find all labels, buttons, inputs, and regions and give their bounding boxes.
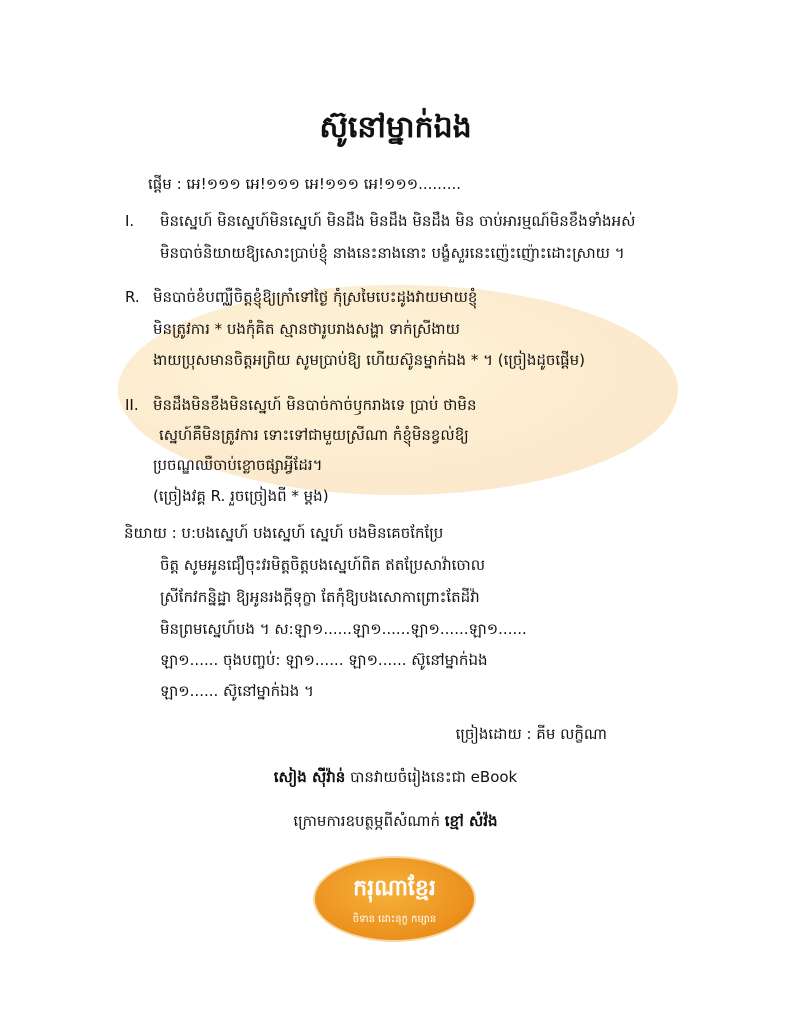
- verse2-line: ស្នេហ៍គឺមិនត្រូវការ ទោះទៅជាមួយស្រីណា កំខ្ញុំមិនខ្វល់ឱ្យ: [159, 426, 469, 444]
- refrain-line: ងាយប្រុសមានចិត្តអព្រិយ សូមប្រាប់ឱ្យ ហើយស៊ូនម្នាក់ឯង * ។ (ច្រៀងដូចផ្តើម): [153, 351, 586, 369]
- spoken-line: ឡា១...... ចុងបញ្ចប់: ឡា១...... ឡា១...... ស៊ូនៅម្នាក់ឯង: [160, 651, 488, 669]
- refrain-line: មិនត្រូវការ * បងកុំគិត ស្មានថារូបរាងសង្ហា ទាក់ស្រីងាយ: [153, 320, 460, 338]
- logo-tagline: ចិទាន ដោះនុក្ខ កម្សាន: [352, 914, 437, 925]
- karuna-khmer-logo: [313, 856, 476, 942]
- spoken-line: ស្រីកែវកន្និដ្ឋា ឱ្យអូនរងក្តីទុក្ខា តែកុំឱ្យបងសោកាព្រោះតែដីវ៉ា: [160, 588, 480, 606]
- intro-line: ផ្តើម : អេ!១១១ អេ!១១១ អេ!១១១ អេ!១១១.........: [148, 175, 462, 193]
- song-title: ស៊ូនៅម្នាក់ឯង: [319, 110, 472, 145]
- typist-name: សៀង ស៊ីវ៉ាន់: [273, 768, 346, 786]
- sponsor-text: ក្រោមការឧបត្ថម្ភពីសំណាក់: [293, 812, 445, 830]
- verse1-line: មិនបាច់និយាយឱ្យសោះប្រាប់ខ្ញុំ នាងនេះនាងនោះ បង្ខំសួរនេះញ៉េះញ៉ោះដោះស្រាយ ។: [160, 244, 625, 262]
- ebook-credit: [0, 768, 791, 790]
- verse1-marker: I.: [125, 212, 135, 230]
- spoken-prefix: និយាយ : ប:បងស្នេហ៍ បងស្នេហ៍ ស្នេហ៍ បងមិនគេចកែប្រែ: [124, 524, 444, 542]
- spoken-line: ចិត្ត សូមអូនជឿចុះវរមិត្តចិត្តបងស្នេហ៍ពិត ឥតប្រែសាវ៉ាចោល: [160, 556, 485, 574]
- refrain-line: មិនបាច់ខំបញ្ឈឺចិត្តខ្ញុំឱ្យក្រាំទៅថ្ងៃ កុំស្រមៃបេះដូងវាយមាយខ្ញុំ: [153, 288, 478, 306]
- logo-title: ករុណាខ្មែរ: [353, 876, 436, 901]
- spoken-line: ឡា១...... ស៊ូនៅម្នាក់ឯង ។: [160, 682, 314, 700]
- ebook-text: បានវាយចំរៀងនេះជា eBook: [345, 768, 518, 786]
- verse2-line: មិនដឹងមិនខឹងមិនស្នេហ៍ មិនបាច់កាច់ឫករាងទេ ប្រាប់ ថាមិន: [153, 396, 477, 414]
- refrain-marker: R.: [125, 288, 140, 306]
- singer-credit: ច្រៀងដោយ : គីម លក្ខិណា: [455, 725, 607, 743]
- verse2-marker: II.: [125, 396, 139, 414]
- verse1-line: មិនស្នេហ៍ មិនស្នេហ៍មិនស្នេហ៍ មិនដឹង មិនដឹង មិនដឹង មិន ចាប់អារម្មណ៍មិនខឹងទាំងអស់: [160, 212, 636, 230]
- sponsor-name: ខ្មៅ សំវ៉ង: [444, 812, 498, 830]
- verse2-line: (ច្រៀងវគ្គ R. រួចច្រៀងពី * ម្តង): [153, 487, 329, 505]
- spoken-line: មិនព្រមស្នេហ៍បង ។ ស:ឡា១......ឡា១......ឡា១......ឡា១......: [160, 620, 527, 638]
- verse2-line: ប្រចណ្ឌឈឺចាប់ខ្លោចផ្សាអ្វីដែរ។: [153, 456, 323, 474]
- sponsor-credit: [0, 812, 791, 834]
